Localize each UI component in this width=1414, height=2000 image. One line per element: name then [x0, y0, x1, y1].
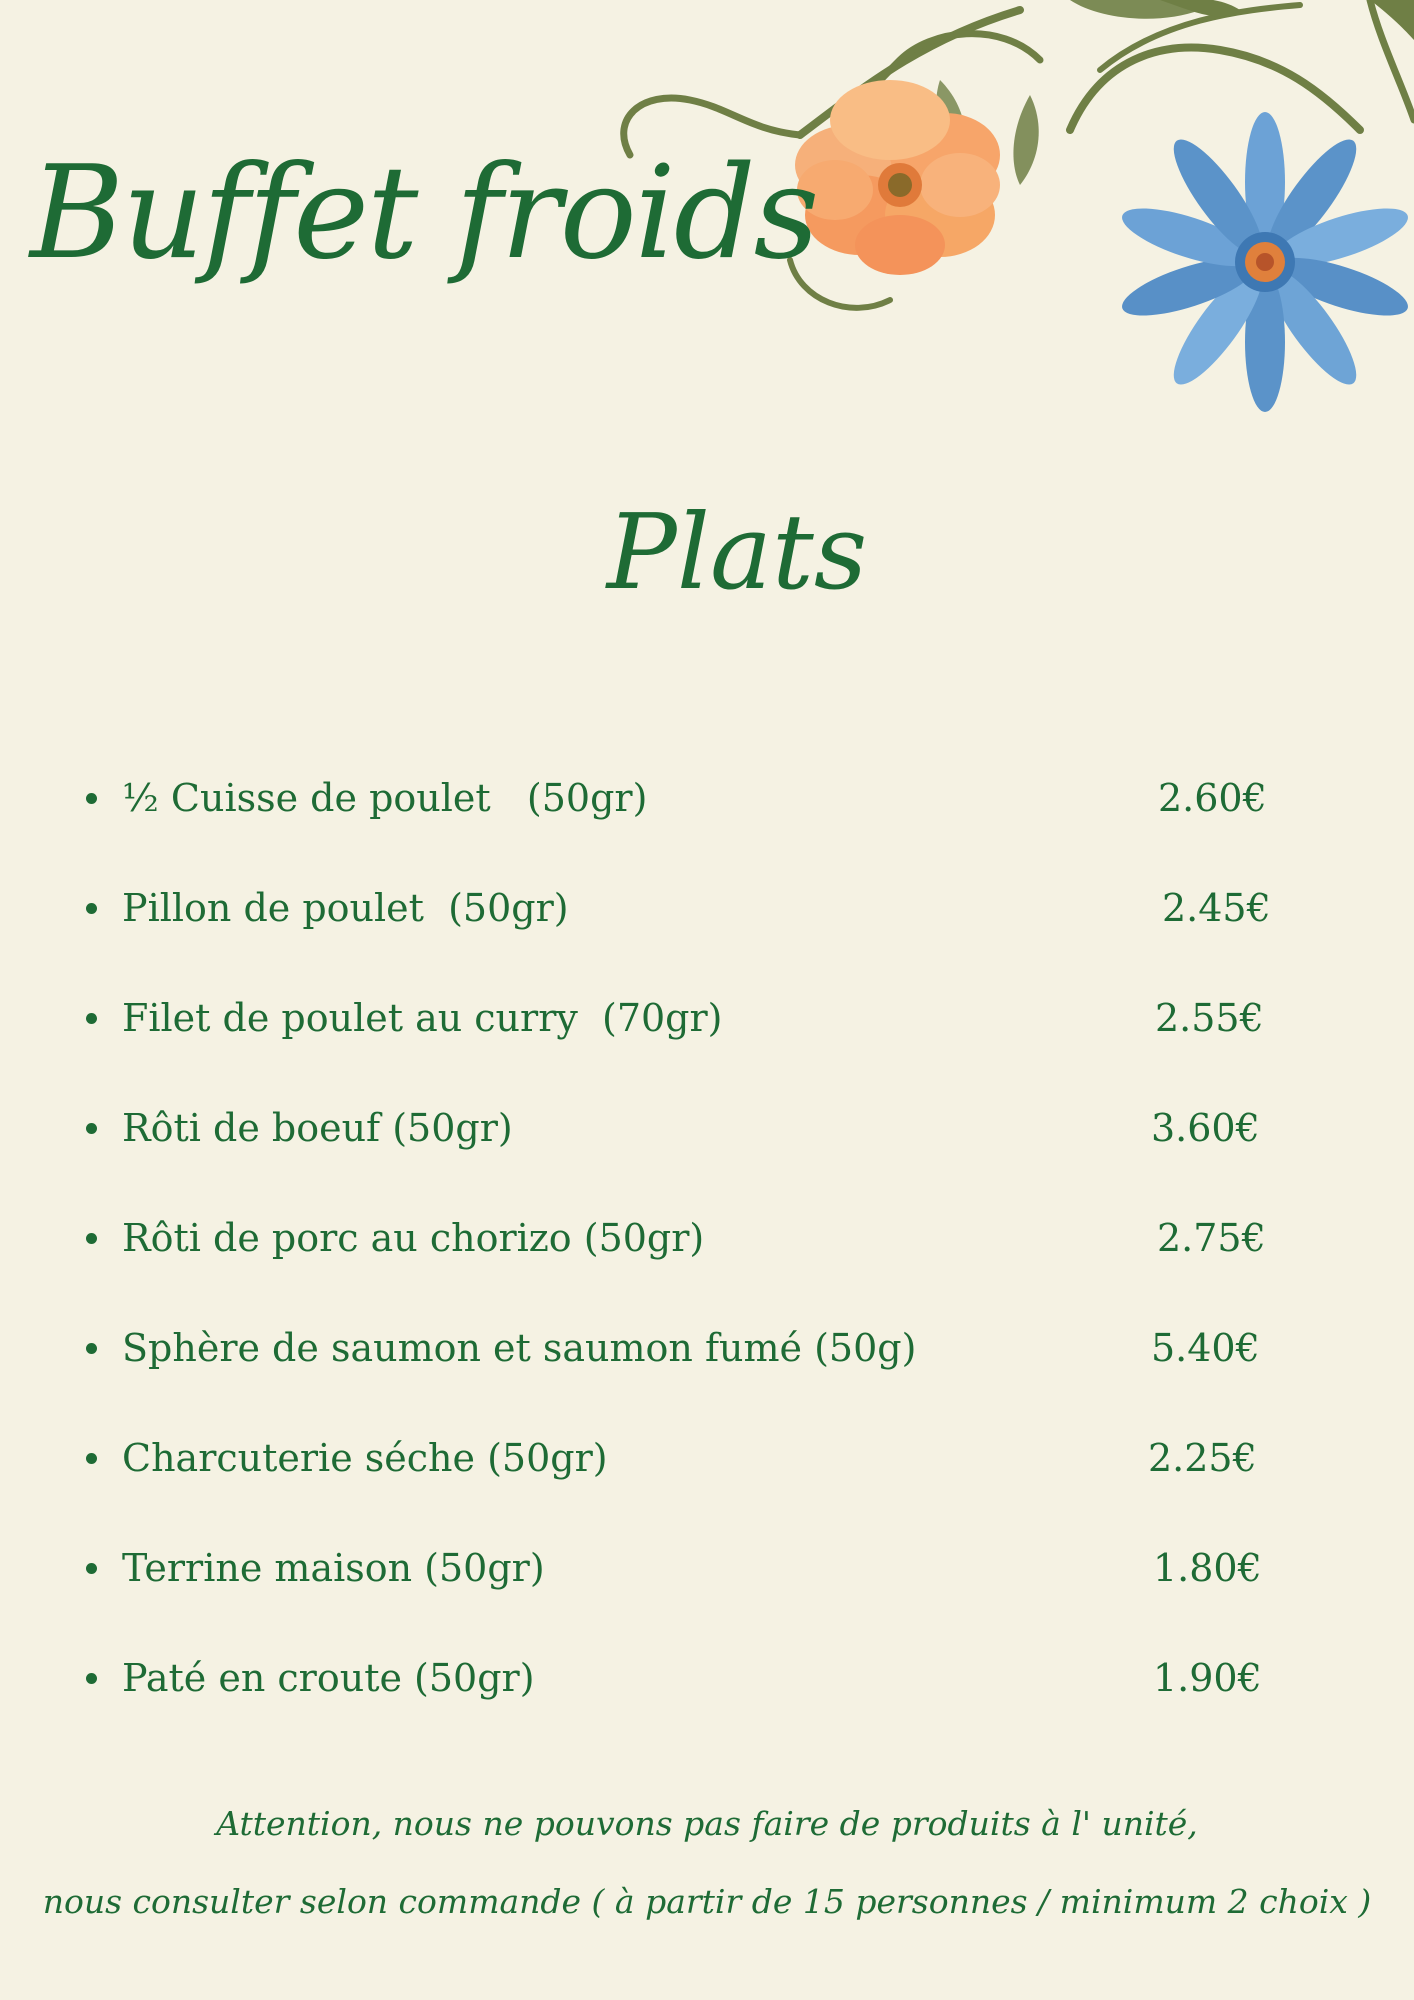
item-price: 2.75€ — [1157, 1216, 1266, 1260]
menu-item — [82, 1098, 1282, 1158]
item-price: 5.40€ — [1151, 1326, 1260, 1370]
item-price: 1.90€ — [1153, 1656, 1262, 1700]
menu-item — [82, 1208, 1282, 1268]
notice-line-2: nous consulter selon commande ( à partir de 15 personnes / minimum 2 choix ) — [42, 1882, 1372, 1921]
item-name: Pillon de poulet (50gr) — [122, 886, 569, 930]
item-name: Sphère de saumon et saumon fumé (50g) — [122, 1326, 917, 1370]
page-title: Buffet froids — [30, 139, 818, 288]
blue-flower-icon — [1116, 112, 1414, 412]
item-price: 2.25€ — [1148, 1436, 1257, 1480]
menu-item — [82, 878, 1282, 938]
menu-item — [82, 1648, 1282, 1708]
bullet-icon — [86, 1563, 97, 1574]
bullet-icon — [86, 1013, 97, 1024]
item-name: Terrine maison (50gr) — [122, 1546, 545, 1590]
bullet-icon — [86, 1343, 97, 1354]
item-name: Rôti de porc au chorizo (50gr) — [122, 1216, 705, 1260]
item-price: 1.80€ — [1153, 1546, 1262, 1590]
menu-item — [82, 1318, 1282, 1378]
bullet-icon — [86, 1233, 97, 1244]
item-price: 2.55€ — [1155, 996, 1264, 1040]
item-name: Rôti de boeuf (50gr) — [122, 1106, 513, 1150]
item-name: Filet de poulet au curry (70gr) — [122, 996, 723, 1040]
item-name: Paté en croute (50gr) — [122, 1656, 535, 1700]
item-price: 3.60€ — [1151, 1106, 1260, 1150]
notice-line-1: Attention, nous ne pouvons pas faire de produits à l' unité, — [216, 1804, 1198, 1843]
item-name: ½ Cuisse de poulet (50gr) — [122, 776, 648, 820]
bullet-icon — [86, 1453, 97, 1464]
bullet-icon — [86, 1673, 97, 1684]
orange-flower-icon — [795, 80, 1000, 275]
bullet-icon — [86, 903, 97, 914]
menu-item — [82, 988, 1282, 1048]
menu-item — [82, 1428, 1282, 1488]
bullet-icon — [86, 793, 97, 804]
menu-item — [82, 768, 1282, 828]
bullet-icon — [86, 1123, 97, 1134]
order-notice — [0, 1785, 1414, 1941]
item-price: 2.60€ — [1158, 776, 1267, 820]
item-price: 2.45€ — [1162, 886, 1271, 930]
section-title: Plats — [606, 491, 868, 613]
menu-item — [82, 1538, 1282, 1598]
item-name: Charcuterie séche (50gr) — [122, 1436, 608, 1480]
